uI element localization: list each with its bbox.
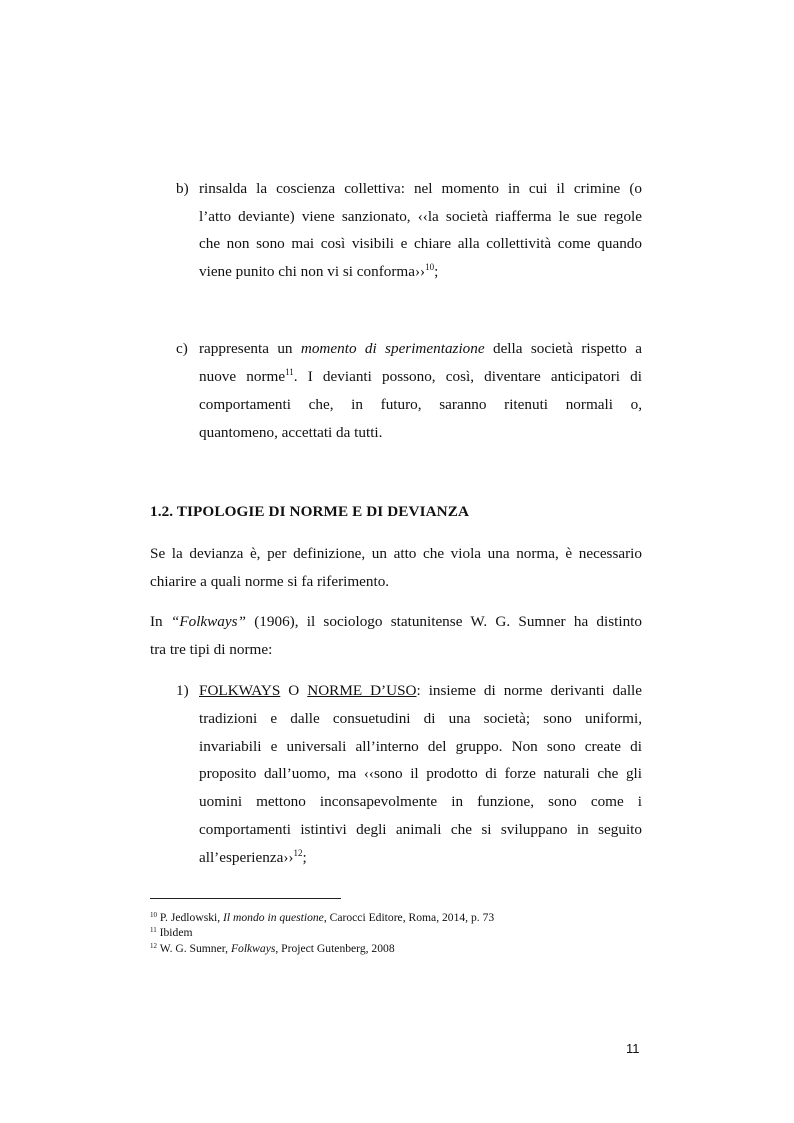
list-1-line-6: comportamenti istintivi degli animali che si sviluppano in seguito	[199, 821, 642, 838]
list-b-line-2: l’atto deviante) viene sanzionato, ‹‹la società riafferma le sue regole	[199, 208, 642, 225]
term-folkways: FOLKWAYS	[199, 682, 281, 699]
footnote-ref-12: 12	[293, 848, 303, 858]
paragraph-1-line-2: chiarire a quali norme si fa riferimento.	[150, 573, 390, 590]
list-1-line-3: invariabili e universali all’interno del gruppo. Non sono create di	[199, 738, 642, 755]
paragraph-2-line-2: tra tre tipi di norme:	[150, 641, 273, 658]
footnote-11: $^{11}$ Ibidem	[150, 926, 193, 939]
list-c-line-4: quantomeno, accettati da tutti.	[199, 424, 383, 441]
list-c-line-2: nuove norme$^{11}$. I devianti possono, così, diventare anticipatori di	[199, 367, 642, 385]
list-b-line-4: viene punito chi non vi si conforma››$^{10}$;	[199, 262, 439, 280]
section-heading: 1.2. TIPOLOGIE DI NORME E DI DEVIANZA	[150, 503, 470, 520]
footnote-ref-10: 10	[425, 262, 435, 272]
footnote-ref-11: 11	[285, 367, 294, 377]
paragraph-1-line-1: Se la devianza è, per definizione, un atto che viola una norma, è necessario	[150, 545, 642, 562]
list-1-line-1: FOLKWAYS O NORME D’USO: insieme di norme derivanti dalle	[199, 682, 642, 699]
list-c-line-3: comportamenti che, in futuro, saranno ritenuti normali o,	[199, 396, 642, 413]
footnote-12: $^{12}$ W. G. Sumner, Folkways, Project Gutenberg, 2008	[150, 942, 395, 955]
list-marker-b: b)	[176, 180, 189, 197]
page-number: 11	[626, 1041, 640, 1056]
list-1-line-2: tradizioni e dalle consuetudini di una società; sono uniformi,	[199, 710, 642, 727]
paragraph-2-line-1: In “Folkways” (1906), il sociologo statunitense W. G. Sumner ha distinto	[150, 613, 642, 630]
list-1-line-4: proposito dall’uomo, ma ‹‹sono il prodotto di forze naturali che gli	[199, 765, 642, 782]
list-1-line-5: uomini mettono inconsapevolmente in funzione, sono come i	[199, 793, 642, 810]
term-norme-d-uso: NORME D’USO	[307, 682, 417, 699]
footnote-10: $^{10}$ P. Jedlowski, Il mondo in questione, Carocci Editore, Roma, 2014, p. 73	[150, 911, 495, 924]
list-marker-c: c)	[176, 340, 188, 357]
list-b-line-3: che non sono mai così visibili e chiare alla collettività come quando	[199, 235, 642, 252]
footnote-separator	[150, 898, 341, 899]
list-c-line-1: rappresenta un momento di sperimentazione della società rispetto a	[199, 340, 642, 357]
list-marker-1: 1)	[176, 682, 189, 699]
list-b-line-1: rinsalda la coscienza collettiva: nel momento in cui il crimine (o	[199, 180, 642, 197]
list-1-line-7: all’esperienza››$^{12}$;	[199, 848, 307, 866]
